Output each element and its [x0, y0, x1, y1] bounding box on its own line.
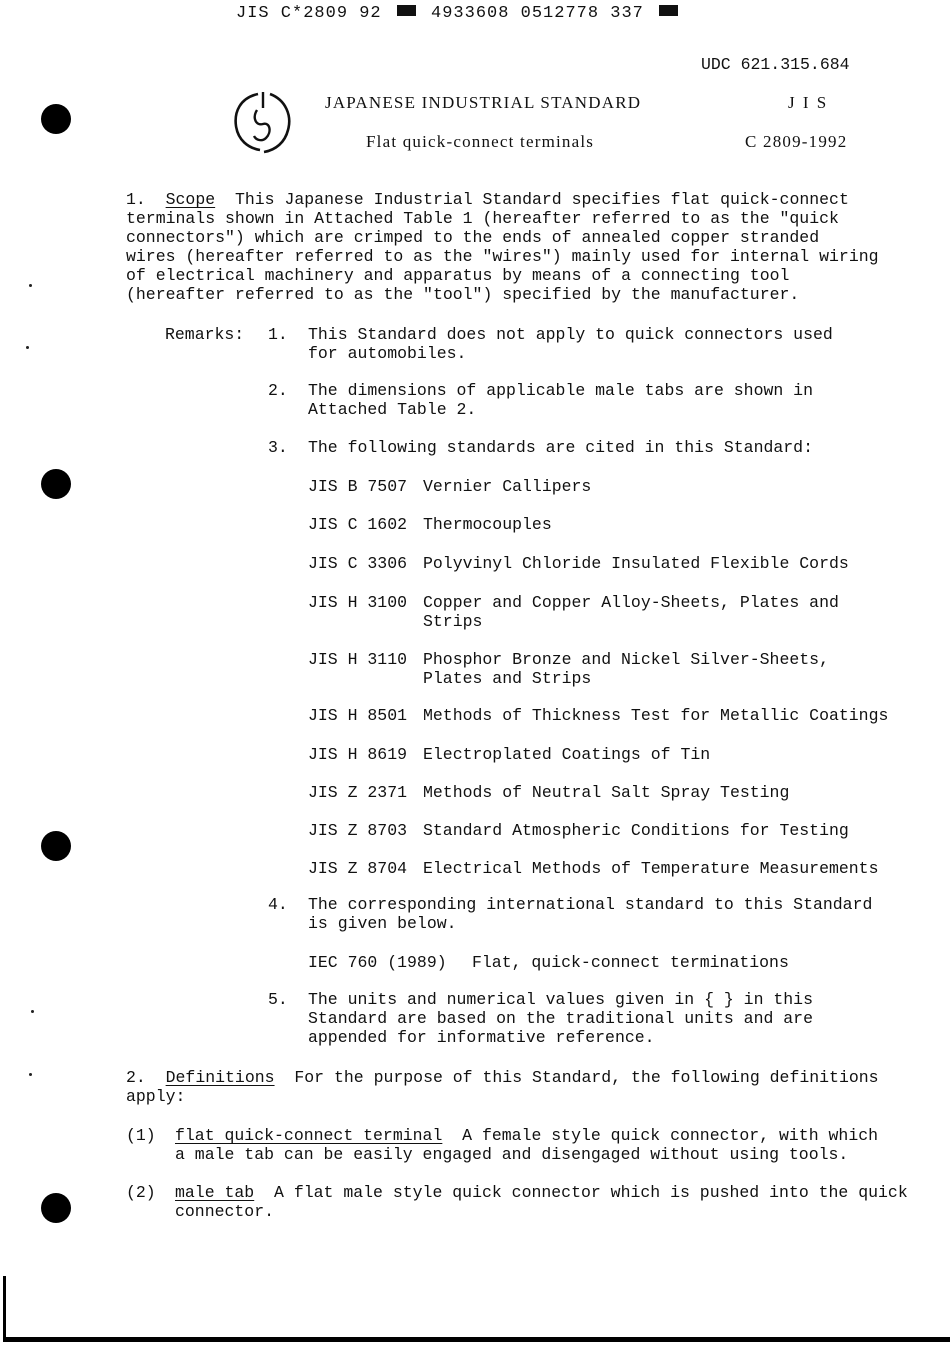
remark-number: 3.	[268, 438, 288, 457]
standard-code: JIS C 3306	[308, 554, 408, 573]
definition-text: A female style quick connector, with which	[462, 1126, 879, 1145]
definition-number: (2)	[126, 1183, 156, 1202]
remark-number: 1.	[268, 325, 288, 344]
remark-text: The dimensions of applicable male tabs are shown in	[308, 381, 813, 400]
jis-mark-label: J I S	[788, 93, 829, 112]
standard-code: JIS H 3110	[308, 650, 408, 669]
definition-term: flat quick-connect terminal	[175, 1126, 443, 1145]
definition-number: (1)	[126, 1126, 156, 1145]
document-number: C 2809-1992	[745, 132, 848, 151]
standard-title: Methods of Neutral Salt Spray Testing	[423, 783, 790, 802]
standard-code: JIS Z 2371	[308, 783, 408, 802]
remark-text: This Standard does not apply to quick connectors used	[308, 325, 833, 344]
standard-code: JIS H 3100	[308, 593, 408, 612]
scope-text: of electrical machinery and apparatus by means of a connecting tool	[126, 266, 790, 285]
punch-hole	[41, 831, 71, 861]
scope-section	[126, 190, 879, 304]
page-frame-horizontal	[3, 1337, 950, 1342]
scope-text: This Japanese Industrial Standard specifies flat quick-connect	[234, 190, 849, 209]
scope-text: connectors") which are crimped to the ends of annealed copper stranded	[126, 228, 820, 247]
remark-item	[308, 325, 878, 363]
punch-hole	[41, 1193, 71, 1223]
remark-text: Attached Table 2.	[308, 400, 477, 419]
cited-standard-row	[308, 783, 790, 802]
jis-logo-icon	[230, 88, 296, 158]
scope-text: terminals shown in Attached Table 1 (hereafter referred to as the "quick	[126, 209, 839, 228]
scan-speck	[26, 346, 29, 349]
definitions-number: 2.	[126, 1068, 146, 1087]
page-frame-vertical	[3, 1276, 6, 1340]
cited-standard-row	[308, 593, 839, 612]
scan-speck	[29, 284, 32, 287]
scan-header-right: 4933608 0512778 337	[431, 4, 644, 23]
standard-code: JIS C 1602	[308, 515, 408, 534]
standard-title: Plates and Strips	[423, 669, 592, 688]
remark-text: The units and numerical values given in { } in this	[308, 990, 813, 1009]
cited-standard-row	[308, 821, 849, 840]
scope-heading: Scope	[165, 190, 216, 209]
standard-code: JIS Z 8703	[308, 821, 408, 840]
definition-text: connector.	[175, 1202, 275, 1221]
international-standard-code: IEC 760 (1989)	[308, 953, 447, 972]
scan-header-left: JIS C*2809 92	[236, 4, 382, 23]
scan-speck	[31, 1010, 34, 1013]
standard-code: JIS H 8619	[308, 745, 408, 764]
remark-number: 5.	[268, 990, 288, 1009]
standard-title: Strips	[423, 612, 483, 631]
standard-title: Vernier Callipers	[423, 477, 592, 496]
standard-title: Thermocouples	[423, 515, 552, 534]
standard-title: Electrical Methods of Temperature Measurements	[423, 859, 879, 878]
standard-title: Standard Atmospheric Conditions for Testing	[423, 821, 849, 840]
international-standard-row	[308, 953, 789, 972]
standard-title: Electroplated Coatings of Tin	[423, 745, 711, 764]
remark-text: Standard are based on the traditional units and are	[308, 1009, 813, 1028]
scan-speck	[29, 1073, 32, 1076]
standard-title: Methods of Thickness Test for Metallic Coatings	[423, 706, 889, 725]
standard-code: JIS H 8501	[308, 706, 408, 725]
definition-text: a male tab can be easily engaged and disengaged without using tools.	[175, 1145, 849, 1164]
punch-hole	[41, 469, 71, 499]
remark-text: The following standards are cited in this Standard:	[308, 438, 813, 457]
remark-item	[308, 438, 878, 457]
cited-standard-row-continued	[308, 612, 483, 631]
definitions-first-line	[126, 1068, 879, 1087]
remark-text: appended for informative reference.	[308, 1028, 655, 1047]
scan-header	[236, 4, 682, 23]
definition-text: A flat male style quick connector which is pushed into the quick	[274, 1183, 908, 1202]
remarks-label: Remarks:	[165, 325, 245, 344]
remark-number: 2.	[268, 381, 288, 400]
cited-standard-row-continued	[308, 669, 592, 688]
udc-number: UDC 621.315.684	[701, 55, 850, 74]
definitions-section	[126, 1068, 879, 1106]
remark-text: is given below.	[308, 914, 457, 933]
cited-standard-row	[308, 515, 552, 534]
standard-title: Phosphor Bronze and Nickel Silver-Sheets,	[423, 650, 829, 669]
scope-text: wires (hereafter referred to as the "wires") mainly used for internal wiring	[126, 247, 879, 266]
remark-number: 4.	[268, 895, 288, 914]
definitions-heading: Definitions	[165, 1068, 275, 1087]
punch-hole	[41, 104, 71, 134]
remark-text: The corresponding international standard to this Standard	[308, 895, 873, 914]
cited-standard-row	[308, 745, 711, 764]
scope-text: (hereafter referred to as the "tool") specified by the manufacturer.	[126, 285, 800, 304]
scope-first-line	[126, 190, 866, 209]
remark-text: for automobiles.	[308, 344, 467, 363]
definition-item	[175, 1126, 878, 1164]
definitions-intro: For the purpose of this Standard, the following definitions	[294, 1068, 879, 1087]
standard-code: JIS B 7507	[308, 477, 408, 496]
cited-standard-row	[308, 650, 829, 669]
standard-name: JAPANESE INDUSTRIAL STANDARD	[325, 93, 642, 112]
cited-standard-row	[308, 554, 849, 573]
standard-code: JIS Z 8704	[308, 859, 408, 878]
definition-item	[175, 1183, 908, 1221]
remark-item	[308, 381, 878, 419]
scope-number: 1.	[126, 190, 146, 209]
definitions-intro: apply:	[126, 1087, 186, 1106]
international-standard-title: Flat, quick-connect terminations	[472, 953, 789, 972]
remark-item	[308, 895, 878, 933]
scan-block-mark	[659, 5, 678, 16]
standard-title: Copper and Copper Alloy-Sheets, Plates and	[423, 593, 839, 612]
definition-term: male tab	[175, 1183, 255, 1202]
standard-title: Polyvinyl Chloride Insulated Flexible Cords	[423, 554, 849, 573]
remark-item	[308, 990, 878, 1047]
scan-block-mark	[397, 5, 416, 16]
cited-standard-row	[308, 706, 889, 725]
document-title: Flat quick-connect terminals	[366, 132, 595, 151]
cited-standard-row	[308, 859, 879, 878]
cited-standard-row	[308, 477, 592, 496]
